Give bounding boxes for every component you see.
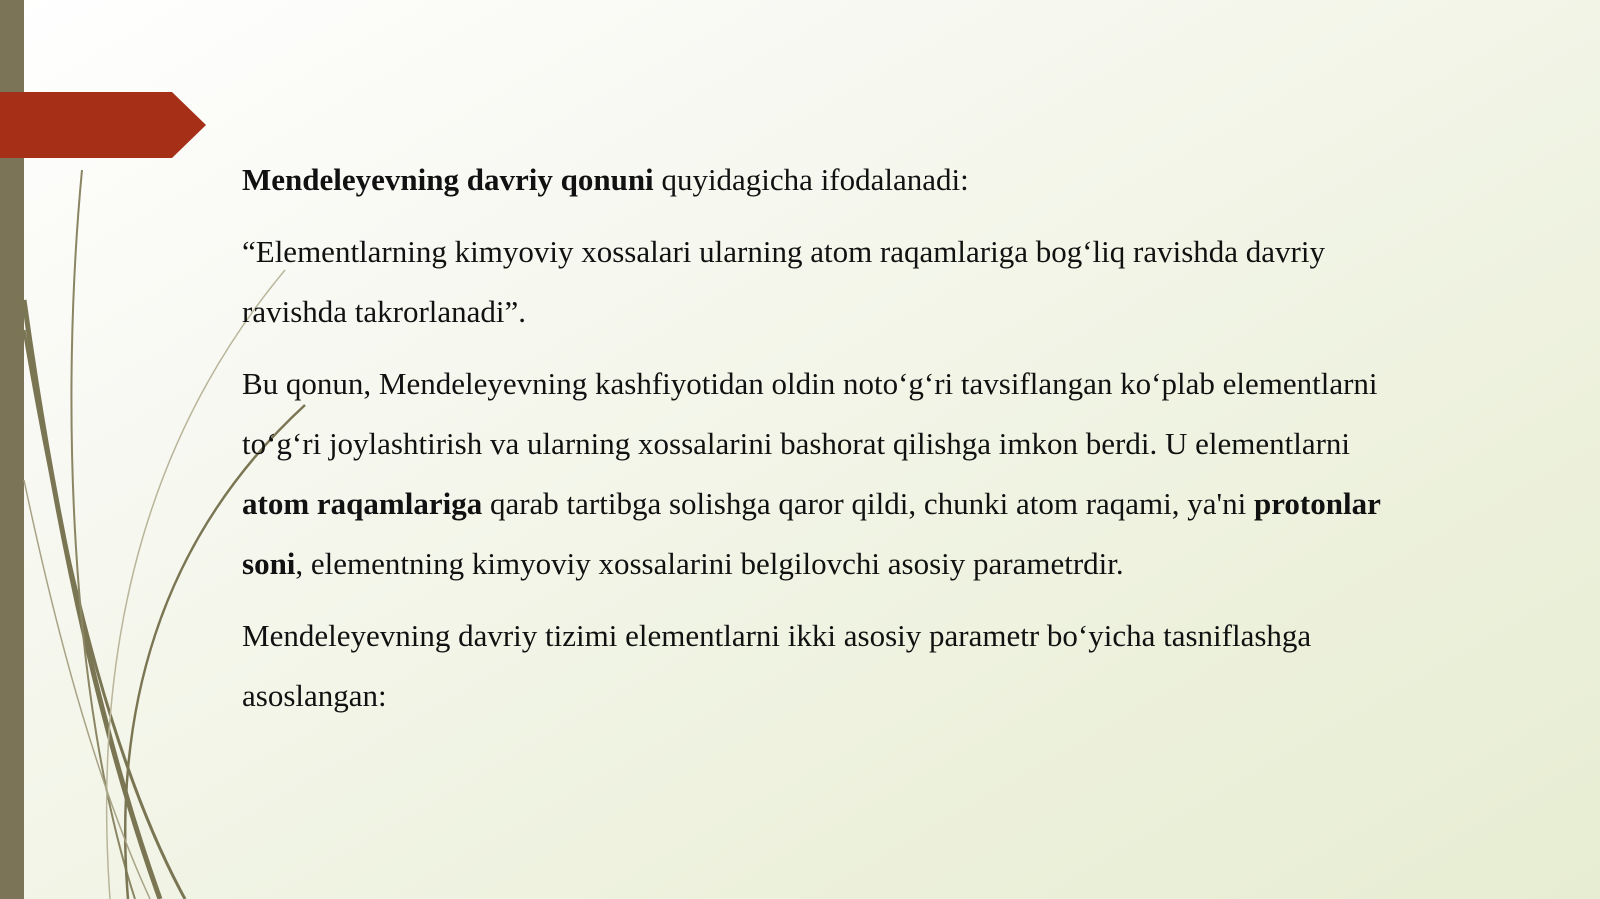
law-title-bold: Mendeleyevning davriy qonuni: [242, 162, 654, 197]
proton-count-bold: protonlar soni: [242, 486, 1381, 581]
slide-body: [242, 150, 1422, 738]
paragraph-law-quote: “Elementlarning kimyoviy xossalari ularning atom raqamlariga bog‘liq ravishda davriy ravishda takrorlanadi”.: [242, 234, 1325, 329]
paragraph-law-intro: [242, 150, 1422, 210]
paragraph-system-basis: Mendeleyevning davriy tizimi elementlarni ikki asosiy parametr bo‘yicha tasniflashga asoslangan:: [242, 618, 1312, 713]
atom-numbers-bold: atom raqamlariga: [242, 486, 483, 521]
explanation-text-3: , elementning kimyoviy xossalarini belgilovchi asosiy parametrdir.: [295, 546, 1124, 581]
explanation-text-2: qarab tartibga solishga qaror qildi, chunki atom raqami, ya'ni: [482, 486, 1254, 521]
title-accent-arrow: [0, 92, 206, 158]
law-intro-rest: quyidagicha ifodalanadi:: [653, 162, 969, 197]
explanation-text-1: Bu qonun, Mendeleyevning kashfiyotidan oldin noto‘g‘ri tavsiflangan ko‘plab elementlarni to‘g‘ri joylashtirish va ularning xossalarini bashorat qilishga imkon berdi. U elementlarni: [242, 366, 1378, 461]
paragraph-law-explanation: [242, 354, 1422, 594]
